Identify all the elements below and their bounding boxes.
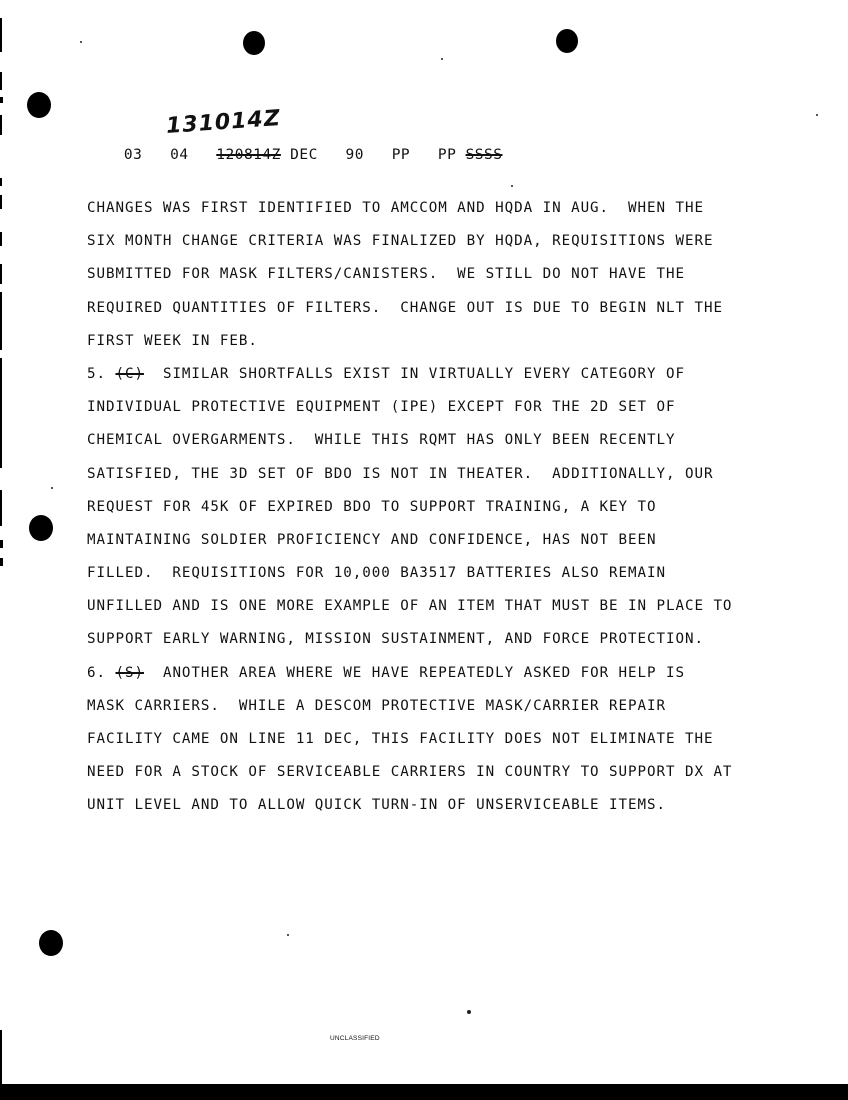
scan-edge-mark — [0, 1030, 2, 1084]
handwritten-dtg: 131014Z — [165, 106, 282, 139]
body-line: SUBMITTED FOR MASK FILTERS/CANISTERS. WE STILL DO NOT HAVE THE — [87, 266, 685, 283]
body-line: FIRST WEEK IN FEB. — [87, 332, 258, 349]
scan-edge-mark — [0, 292, 2, 350]
paragraph-6-first-line — [87, 663, 787, 696]
header-precedence-1: PP — [391, 147, 411, 163]
body-line: MASK CARRIERS. WHILE A DESCOM PROTECTIVE MASK/CARRIER REPAIR — [87, 697, 666, 714]
body-line: REQUEST FOR 45K OF EXPIRED BDO TO SUPPORT TRAINING, A KEY TO — [87, 498, 657, 515]
body-line: INDIVIDUAL PROTECTIVE EQUIPMENT (IPE) EXCEPT FOR THE 2D SET OF — [87, 399, 676, 416]
scan-speck — [467, 1010, 471, 1014]
scan-edge-mark — [0, 97, 3, 103]
paragraph-number: 5. — [87, 365, 106, 382]
body-line: ANOTHER AREA WHERE WE HAVE REPEATEDLY ASKED FOR HELP IS — [162, 664, 685, 681]
body-line: SUPPORT EARLY WARNING, MISSION SUSTAINMENT, AND FORCE PROTECTION. — [87, 631, 704, 648]
scan-edge-mark — [0, 358, 2, 468]
body-line: UNFILLED AND IS ONE MORE EXAMPLE OF AN ITEM THAT MUST BE IN PLACE TO — [87, 598, 733, 615]
body-line: UNIT LEVEL AND TO ALLOW QUICK TURN-IN OF UNSERVICEABLE ITEMS. — [87, 797, 666, 814]
punch-hole-left-1 — [27, 92, 51, 118]
scan-edge-mark — [0, 558, 3, 566]
scan-speck — [287, 934, 289, 936]
body-line: MAINTAINING SOLDIER PROFICIENCY AND CONFIDENCE, HAS NOT BEEN — [87, 531, 657, 548]
punch-hole-left-2 — [29, 515, 53, 541]
header-field-2: 04 — [170, 147, 189, 163]
punch-hole-top-right — [556, 29, 578, 53]
scan-edge-mark — [0, 18, 2, 52]
body-line: CHANGES WAS FIRST IDENTIFIED TO AMCCOM AND HQDA IN AUG. WHEN THE — [87, 200, 704, 216]
classification-footer: UNCLASSIFIED — [330, 1035, 380, 1042]
scan-edge-mark — [0, 540, 3, 548]
scan-speck — [51, 487, 53, 489]
scan-bottom-edge — [0, 1084, 848, 1100]
header-dtg-struck: 120814Z — [216, 147, 281, 163]
scan-speck — [816, 114, 818, 116]
body-line: CHEMICAL OVERGARMENTS. WHILE THIS RQMT HAS ONLY BEEN RECENTLY — [87, 432, 676, 449]
body-line: FILLED. REQUISITIONS FOR 10,000 BA3517 BATTERIES ALSO REMAIN — [87, 565, 666, 582]
scan-edge-mark — [0, 72, 2, 90]
classification-struck: (S) — [115, 664, 144, 681]
header-field-1: 03 — [123, 147, 143, 163]
punch-hole-top-left — [243, 31, 265, 55]
punch-hole-left-3 — [39, 930, 63, 956]
scan-edge-mark — [0, 232, 2, 246]
paragraph-number: 6. — [87, 664, 106, 681]
header-year: 90 — [345, 147, 364, 163]
body-line: NEED FOR A STOCK OF SERVICEABLE CARRIERS IN COUNTRY TO SUPPORT DX AT — [87, 764, 733, 781]
classification-struck: (C) — [115, 365, 144, 382]
scan-edge-mark — [0, 490, 2, 526]
header-month: DEC — [290, 147, 318, 163]
scan-speck — [511, 185, 513, 187]
scan-edge-mark — [0, 115, 2, 135]
scan-edge-mark — [0, 264, 2, 284]
body-line: FACILITY CAME ON LINE 11 DEC, THIS FACILITY DOES NOT ELIMINATE THE — [87, 731, 714, 747]
scan-edge-mark — [0, 178, 2, 186]
scan-speck — [441, 58, 443, 60]
scan-speck — [80, 41, 82, 43]
message-body — [87, 198, 787, 829]
message-header — [87, 131, 502, 179]
body-line: SIMILAR SHORTFALLS EXIST IN VIRTUALLY EVERY CATEGORY OF — [162, 365, 685, 382]
paragraph-5-first-line — [87, 364, 787, 397]
body-line: SIX MONTH CHANGE CRITERIA WAS FINALIZED BY HQDA, REQUISITIONS WERE — [87, 233, 714, 250]
scan-edge-mark — [0, 195, 2, 209]
header-code-struck: SSSS — [465, 147, 503, 163]
body-line: REQUIRED QUANTITIES OF FILTERS. CHANGE OUT IS DUE TO BEGIN NLT THE — [87, 299, 723, 316]
header-precedence-2: PP — [437, 147, 457, 163]
body-line: SATISFIED, THE 3D SET OF BDO IS NOT IN THEATER. ADDITIONALLY, OUR — [87, 465, 714, 482]
